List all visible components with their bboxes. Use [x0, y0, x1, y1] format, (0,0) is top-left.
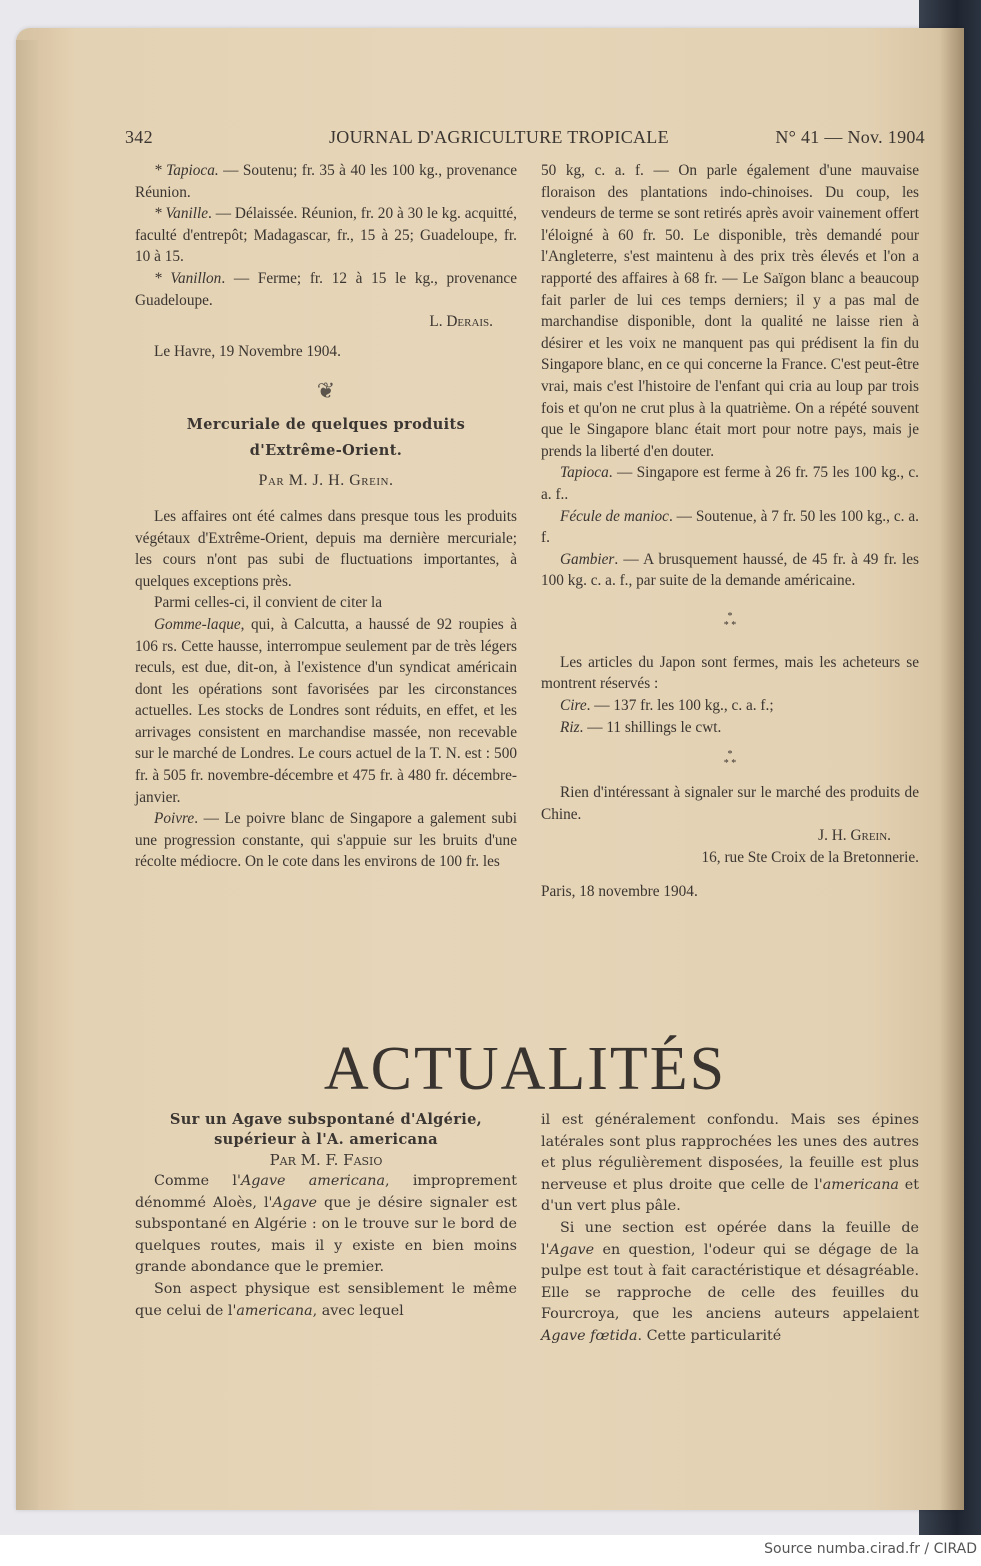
- paragraph-japon: Les articles du Japon sont fermes, mais les acheteurs se montrent réservés :: [541, 653, 919, 693]
- right-column: [541, 160, 919, 902]
- section-heading: ACTUALITÉS: [323, 1035, 727, 1103]
- italic-term: americana: [822, 1176, 899, 1193]
- text: . Cette particularité: [637, 1327, 782, 1344]
- paragraph-gambier: [541, 549, 919, 592]
- paragraph-poivre: [135, 808, 517, 873]
- agave-paragraph-2: [135, 1279, 517, 1322]
- text-poivre: . — Le poivre blanc de Singapore a galement subi une progression constante, qui s'appuie sur les bruits d'une récolte médiocre. On le cote dans les environs de 100 fr. les: [135, 810, 517, 871]
- paragraph-tapioca: [135, 160, 517, 203]
- italic-term: Agave fœtida: [541, 1327, 638, 1344]
- text-tapioca: — Soutenu; fr. 35 à 40 les 100 kg., provenance Réunion.: [135, 162, 517, 201]
- label-tapioca-r: Tapioca: [560, 464, 609, 482]
- agave-title-line2: supérieur à l'A. americana: [214, 1131, 438, 1148]
- text-fecule: . — Soutenue, à 7 fr. 50 les 100 kg., c. a. f.: [541, 507, 919, 547]
- italic-term: americana: [236, 1302, 313, 1319]
- source-credit: Source numba.cirad.fr / CIRAD: [764, 1541, 977, 1557]
- paragraph-chine: Rien d'intéressant à signaler sur le marché des produits de Chine.: [541, 784, 919, 823]
- paragraph-parmi: Parmi celles-ci, il convient de citer la: [154, 594, 383, 612]
- italic-term: Agave: [272, 1194, 317, 1211]
- label-tapioca: * Tapioca.: [154, 162, 219, 179]
- page-number: 342: [125, 127, 153, 147]
- text: il est généralement confondu. Mais ses épines latérales sont plus rapprochées les unes des autres et plus régulièrement disposées, la feuille est plus nerveuse et plus droite que celle de l': [541, 1112, 919, 1193]
- agave-paragraph-1: [135, 1171, 517, 1279]
- agave-byline: Par M. F. Fasio: [269, 1151, 383, 1169]
- asterism-divider-1: * * *: [723, 610, 737, 631]
- agave-paragraph-3: [541, 1110, 919, 1218]
- paragraph-intro: Les affaires ont été calmes dans presque tous les produits végétaux d'Extrême-Orient, depuis ma dernière mercuriale; les cours n'ont pas subi de fluctuations importantes, à quelques exceptions près.: [135, 507, 517, 590]
- text: Comme l': [154, 1173, 241, 1189]
- label-poivre: Poivre: [154, 810, 195, 828]
- text-gambier: . — A brusquement haussé, de 45 fr. à 49 fr. les 100 kg. c. a. f., par suite de la demande américaine.: [541, 550, 919, 590]
- agave-paragraph-4: [541, 1218, 919, 1348]
- text-riz: . — 11 shillings le cwt.: [579, 718, 722, 736]
- article-title: [135, 412, 517, 464]
- text-vanillon: . — Ferme; fr. 12 à 15 le kg., provenance Guadeloupe.: [135, 269, 517, 309]
- issue-number: N° 41 — Nov. 1904: [775, 127, 925, 147]
- signature-derais: L. Derais.: [429, 313, 493, 331]
- label-gomme: Gomme-laque: [154, 615, 241, 633]
- label-cire: Cire: [560, 697, 587, 715]
- dateline-havre: Le Havre, 19 Novembre 1904.: [154, 342, 341, 360]
- text: en question, l'odeur qui se dégage de la pulpe est tout à fait caractéristique et désagréable. Elle se rapproche de celle des feuilles du Fourcroya, que les anciens auteurs appelaient: [541, 1241, 919, 1323]
- text: et d'un vert plus pâle.: [541, 1176, 919, 1215]
- dateline-paris: Paris, 18 novembre 1904.: [541, 882, 698, 900]
- paragraph-fecule: [541, 506, 919, 549]
- paragraph-riz: [541, 717, 919, 739]
- label-vanille: * Vanille: [154, 205, 209, 223]
- address: 16, rue Ste Croix de la Bretonnerie.: [701, 849, 919, 867]
- text: , improprement dénommé Aloès, l': [135, 1173, 517, 1211]
- signature-grein: J. H. Grein.: [818, 827, 891, 845]
- journal-title: JOURNAL D'AGRICULTURE TROPICALE: [329, 127, 669, 147]
- agave-right-column: [541, 1110, 919, 1348]
- label-fecule: Fécule de manioc: [560, 507, 669, 525]
- article-title-line2: d'Extrême-Orient.: [249, 442, 403, 460]
- label-vanillon: * Vanillon: [154, 269, 222, 287]
- paragraph-vanille: [135, 203, 517, 268]
- text: Son aspect physique est sensiblement le même que celui de l': [135, 1280, 517, 1319]
- gutter-shadow: [940, 28, 964, 1510]
- label-gambier: Gambier: [560, 550, 615, 568]
- paragraph-continued: 50 kg, c. a. f. — On parle également d'une mauvaise floraison des plantations indo-chinoises. Du coup, les vendeurs de terme se sont retirés après avoir vainement offert l'éloigné à 60 fr. 50. Le disponible, très demandé pour l'Angleterre, s'est maintenu à des prix très élevés et l'on a rapporté des affaires à 68 fr. — Le Saïgon blanc a beaucoup fait parler de lui ces temps derniers; il y a pas mal de marchandise disponible, dont la qualité ne laisse rien à désirer et les voix ne manquent pas qui prédisent la fin du Singapore blanc, en ce qui concerne la France. C'est peut-être vrai, mais c'est l'histoire de l'enfant qui cria au loup par trois fois et qu'on ne crut plus à la quatrième. On a répété souvent que le Singapore blanc était mort pour notre pays, mais je prends la liberté d'en douter.: [541, 162, 919, 460]
- paragraph-gomme: [135, 614, 517, 808]
- ornament-icon: ❦: [316, 378, 336, 404]
- agave-left-column: [135, 1110, 517, 1322]
- text-gomme: , qui, à Calcutta, a haussé de 92 roupies à 106 rs. Cette hausse, interrompue seulement par de très légers reculs, est due, dit-on, à l'existence d'un syndicat américain dont les opérations sont favorisées par les circonstances actuelles. Les stocks de Londres sont réduits, en effet, et les arrivages consistent en marchandise massée, non recevable sur le marché de Londres. Le cours actuel de la T. N. est : 500 fr. à 505 fr. novembre-décembre et 475 fr. à 480 fr. décembre-janvier.: [135, 615, 517, 806]
- article-title-line1: Mercuriale de quelques produits: [186, 416, 466, 434]
- paragraph-vanillon: [135, 268, 517, 311]
- article-byline: Par M. J. H. Grein.: [258, 472, 394, 490]
- left-column: [135, 160, 517, 873]
- page-stack-edge: [16, 40, 38, 1510]
- italic-term: Agave americana: [240, 1173, 385, 1189]
- text-cire: . — 137 fr. les 100 kg., c. a. f.;: [586, 697, 774, 715]
- text: Si une section est opérée dans la feuille de l': [541, 1219, 919, 1258]
- paragraph-tapioca-singapore: [541, 462, 919, 505]
- label-riz: Riz: [560, 718, 580, 736]
- italic-term: Agave: [549, 1241, 595, 1258]
- running-header: [125, 127, 925, 153]
- asterism-divider-2: * * *: [723, 749, 737, 770]
- text: que je désire signaler est subspontané en Algérie : on le trouve sur le bord de quelques routes, mais il y existe en bien moins grande abondance que le premier.: [135, 1194, 517, 1276]
- agave-title-line1: Sur un Agave subspontané d'Algérie,: [169, 1111, 483, 1128]
- paragraph-cire: [541, 695, 919, 717]
- agave-title: [135, 1110, 517, 1150]
- text-tapioca-r: . — Singapore est ferme à 26 fr. 75 les 100 kg., c. a. f..: [541, 464, 919, 503]
- text: , avec lequel: [312, 1302, 404, 1319]
- text-vanille: . — Délaissée. Réunion, fr. 20 à 30 le kg. acquitté, faculté d'entrepôt; Madagascar, fr., 15 à 25; Guadeloupe, fr. 10 à 15.: [135, 205, 517, 266]
